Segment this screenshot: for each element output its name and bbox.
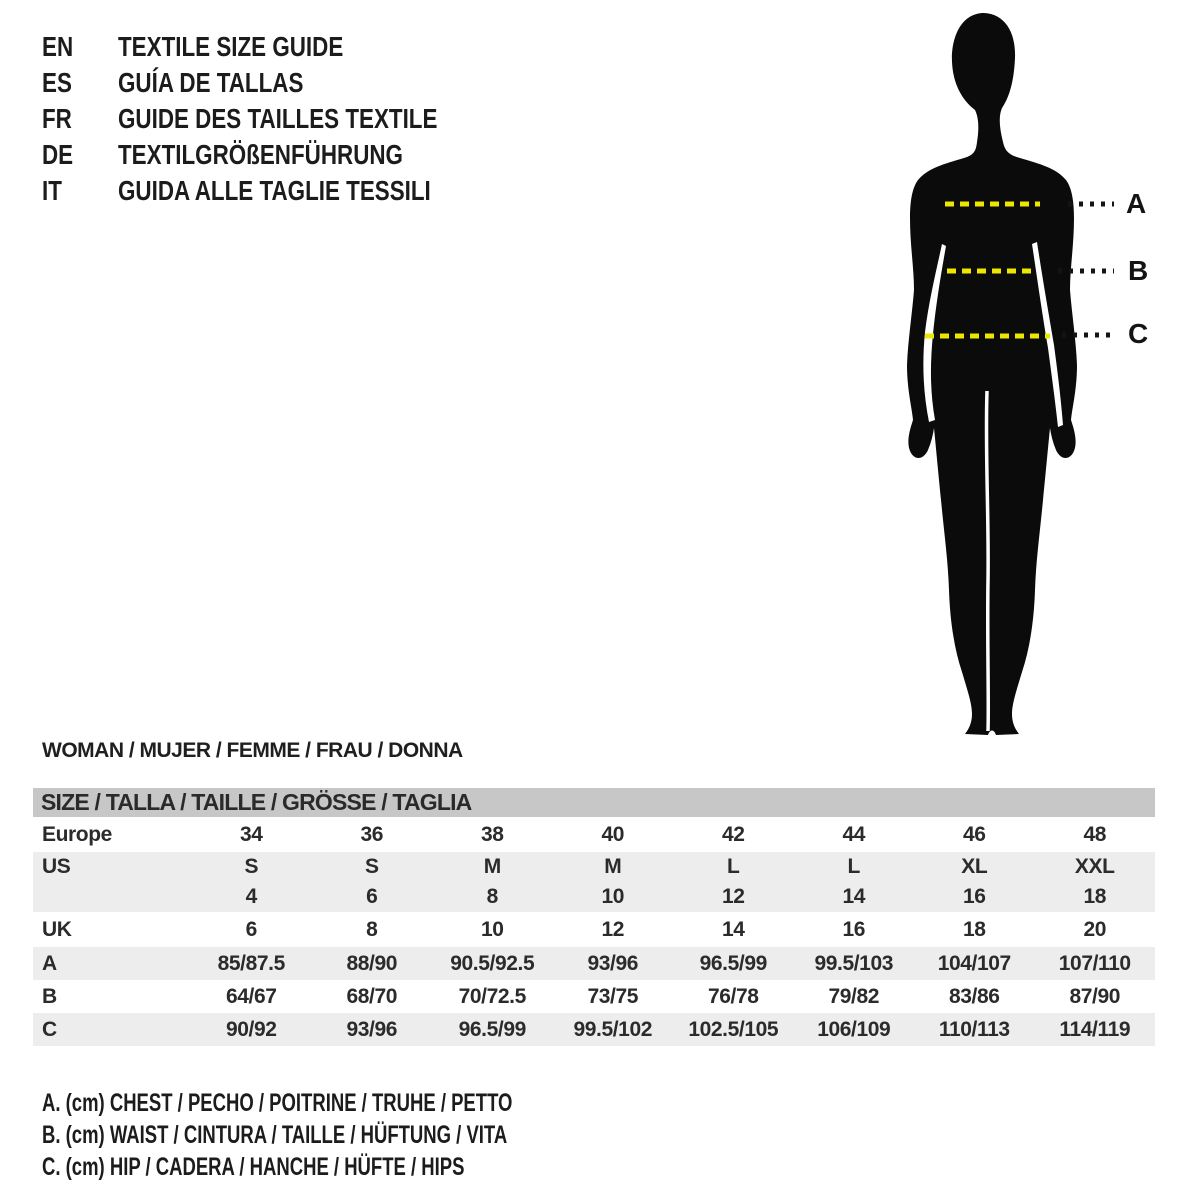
size-cell: L: [847, 855, 860, 878]
size-cell: 8: [366, 917, 378, 941]
size-cell: M: [604, 855, 622, 878]
size-cell: 76/78: [707, 984, 759, 1008]
size-cell: S: [244, 855, 259, 878]
legend-line: C. (cm) HIP / CADERA / HANCHE / HÜFTE / HIPS: [42, 1153, 465, 1181]
size-cell: 70/72.5: [458, 984, 526, 1008]
size-cell: 110/113: [938, 1017, 1010, 1041]
language-code: DE: [42, 139, 74, 170]
size-cell: 83/86: [948, 984, 1000, 1008]
size-cell: 16: [842, 917, 866, 941]
size-cell: L: [727, 855, 740, 878]
table-row: [33, 912, 1155, 947]
size-cell: 18: [1083, 885, 1107, 908]
language-list: [42, 29, 437, 209]
size-cell: 14: [842, 885, 866, 908]
hip-marker-label: C: [1128, 318, 1149, 349]
size-cell: 36: [360, 822, 384, 846]
language-row: [42, 101, 437, 137]
language-label: GUIDE DES TAILLES TEXTILE: [118, 103, 438, 134]
language-code: EN: [42, 31, 74, 62]
size-cell: 68/70: [346, 984, 398, 1008]
size-cell: 90/92: [225, 1017, 277, 1041]
language-code: FR: [42, 103, 72, 134]
size-cell: 16: [962, 885, 986, 908]
size-cell: 18: [962, 917, 986, 941]
size-cell: 20: [1083, 917, 1107, 941]
size-cell: 10: [480, 917, 504, 941]
size-cell: 99.5/102: [573, 1017, 653, 1041]
size-cell: 8: [486, 885, 498, 908]
size-cell: 44: [842, 822, 866, 846]
language-code: IT: [42, 175, 62, 206]
table-row: [33, 947, 1155, 980]
language-label: GUÍA DE TALLAS: [118, 67, 304, 98]
row-label: B: [42, 984, 57, 1008]
table-row: [33, 882, 1155, 912]
legend-line: A. (cm) CHEST / PECHO / POITRINE / TRUHE / PETTO: [42, 1089, 513, 1117]
size-cell: 87/90: [1069, 984, 1121, 1008]
woman-silhouette-graphic: [880, 0, 1180, 745]
row-label: Europe: [42, 822, 112, 846]
size-cell: 114/119: [1059, 1017, 1131, 1041]
language-row: [42, 65, 437, 101]
size-cell: 6: [366, 885, 378, 908]
language-row: [42, 29, 437, 65]
size-table-header: SIZE / TALLA / TAILLE / GRÖSSE / TAGLIA: [33, 788, 1155, 817]
size-cell: 102.5/105: [688, 1017, 779, 1041]
waist-marker-label: B: [1128, 255, 1149, 286]
size-cell: 42: [721, 822, 745, 846]
size-cell: 96.5/99: [458, 1017, 526, 1041]
language-row: [42, 137, 437, 173]
size-cell: XL: [961, 855, 988, 878]
size-cell: 90.5/92.5: [450, 951, 535, 975]
size-cell: 48: [1083, 822, 1107, 846]
size-cell: 6: [245, 917, 257, 941]
row-label: C: [42, 1017, 57, 1041]
size-cell: 14: [721, 917, 745, 941]
size-cell: 38: [480, 822, 504, 846]
size-cell: 64/67: [225, 984, 277, 1008]
table-row: [33, 817, 1155, 852]
language-row: [42, 173, 437, 209]
size-cell: 34: [239, 822, 263, 846]
size-cell: 93/96: [587, 951, 639, 975]
size-cell: 79/82: [828, 984, 880, 1008]
language-label: TEXTILGRÖßENFÜHRUNG: [118, 139, 403, 170]
size-cell: M: [483, 855, 501, 878]
language-label: GUIDA ALLE TAGLIE TESSILI: [118, 175, 431, 206]
row-label: A: [42, 951, 57, 975]
legend-line: B. (cm) WAIST / CINTURA / TAILLE / HÜFTUNG / VITA: [42, 1121, 508, 1149]
size-table-rows: [33, 817, 1155, 1046]
size-cell: 4: [245, 885, 257, 908]
language-label: TEXTILE SIZE GUIDE: [118, 31, 344, 62]
size-cell: 12: [601, 917, 625, 941]
size-cell: 104/107: [937, 951, 1011, 975]
size-cell: 88/90: [346, 951, 398, 975]
size-cell: 99.5/103: [814, 951, 894, 975]
language-code: ES: [42, 67, 72, 98]
size-cell: 85/87.5: [217, 951, 285, 975]
size-cell: 93/96: [346, 1017, 398, 1041]
table-row: [33, 1013, 1155, 1046]
table-row: [33, 980, 1155, 1013]
size-cell: 40: [601, 822, 625, 846]
size-cell: 73/75: [587, 984, 639, 1008]
row-label: UK: [42, 917, 72, 941]
chest-marker-label: A: [1126, 188, 1147, 219]
size-cell: 10: [601, 885, 625, 908]
row-label: US: [42, 855, 71, 878]
size-cell: 46: [962, 822, 986, 846]
table-row: [33, 852, 1155, 882]
size-cell: 107/110: [1058, 951, 1131, 975]
measurement-legend: [42, 1087, 512, 1183]
size-cell: S: [364, 855, 379, 878]
size-cell: 106/109: [817, 1017, 891, 1041]
leg-gap: [986, 391, 988, 731]
section-title: WOMAN / MUJER / FEMME / FRAU / DONNA: [42, 739, 463, 762]
size-table: [33, 788, 1155, 1046]
size-cell: XXL: [1074, 855, 1115, 878]
size-cell: 96.5/99: [699, 951, 767, 975]
size-cell: 12: [721, 885, 745, 908]
